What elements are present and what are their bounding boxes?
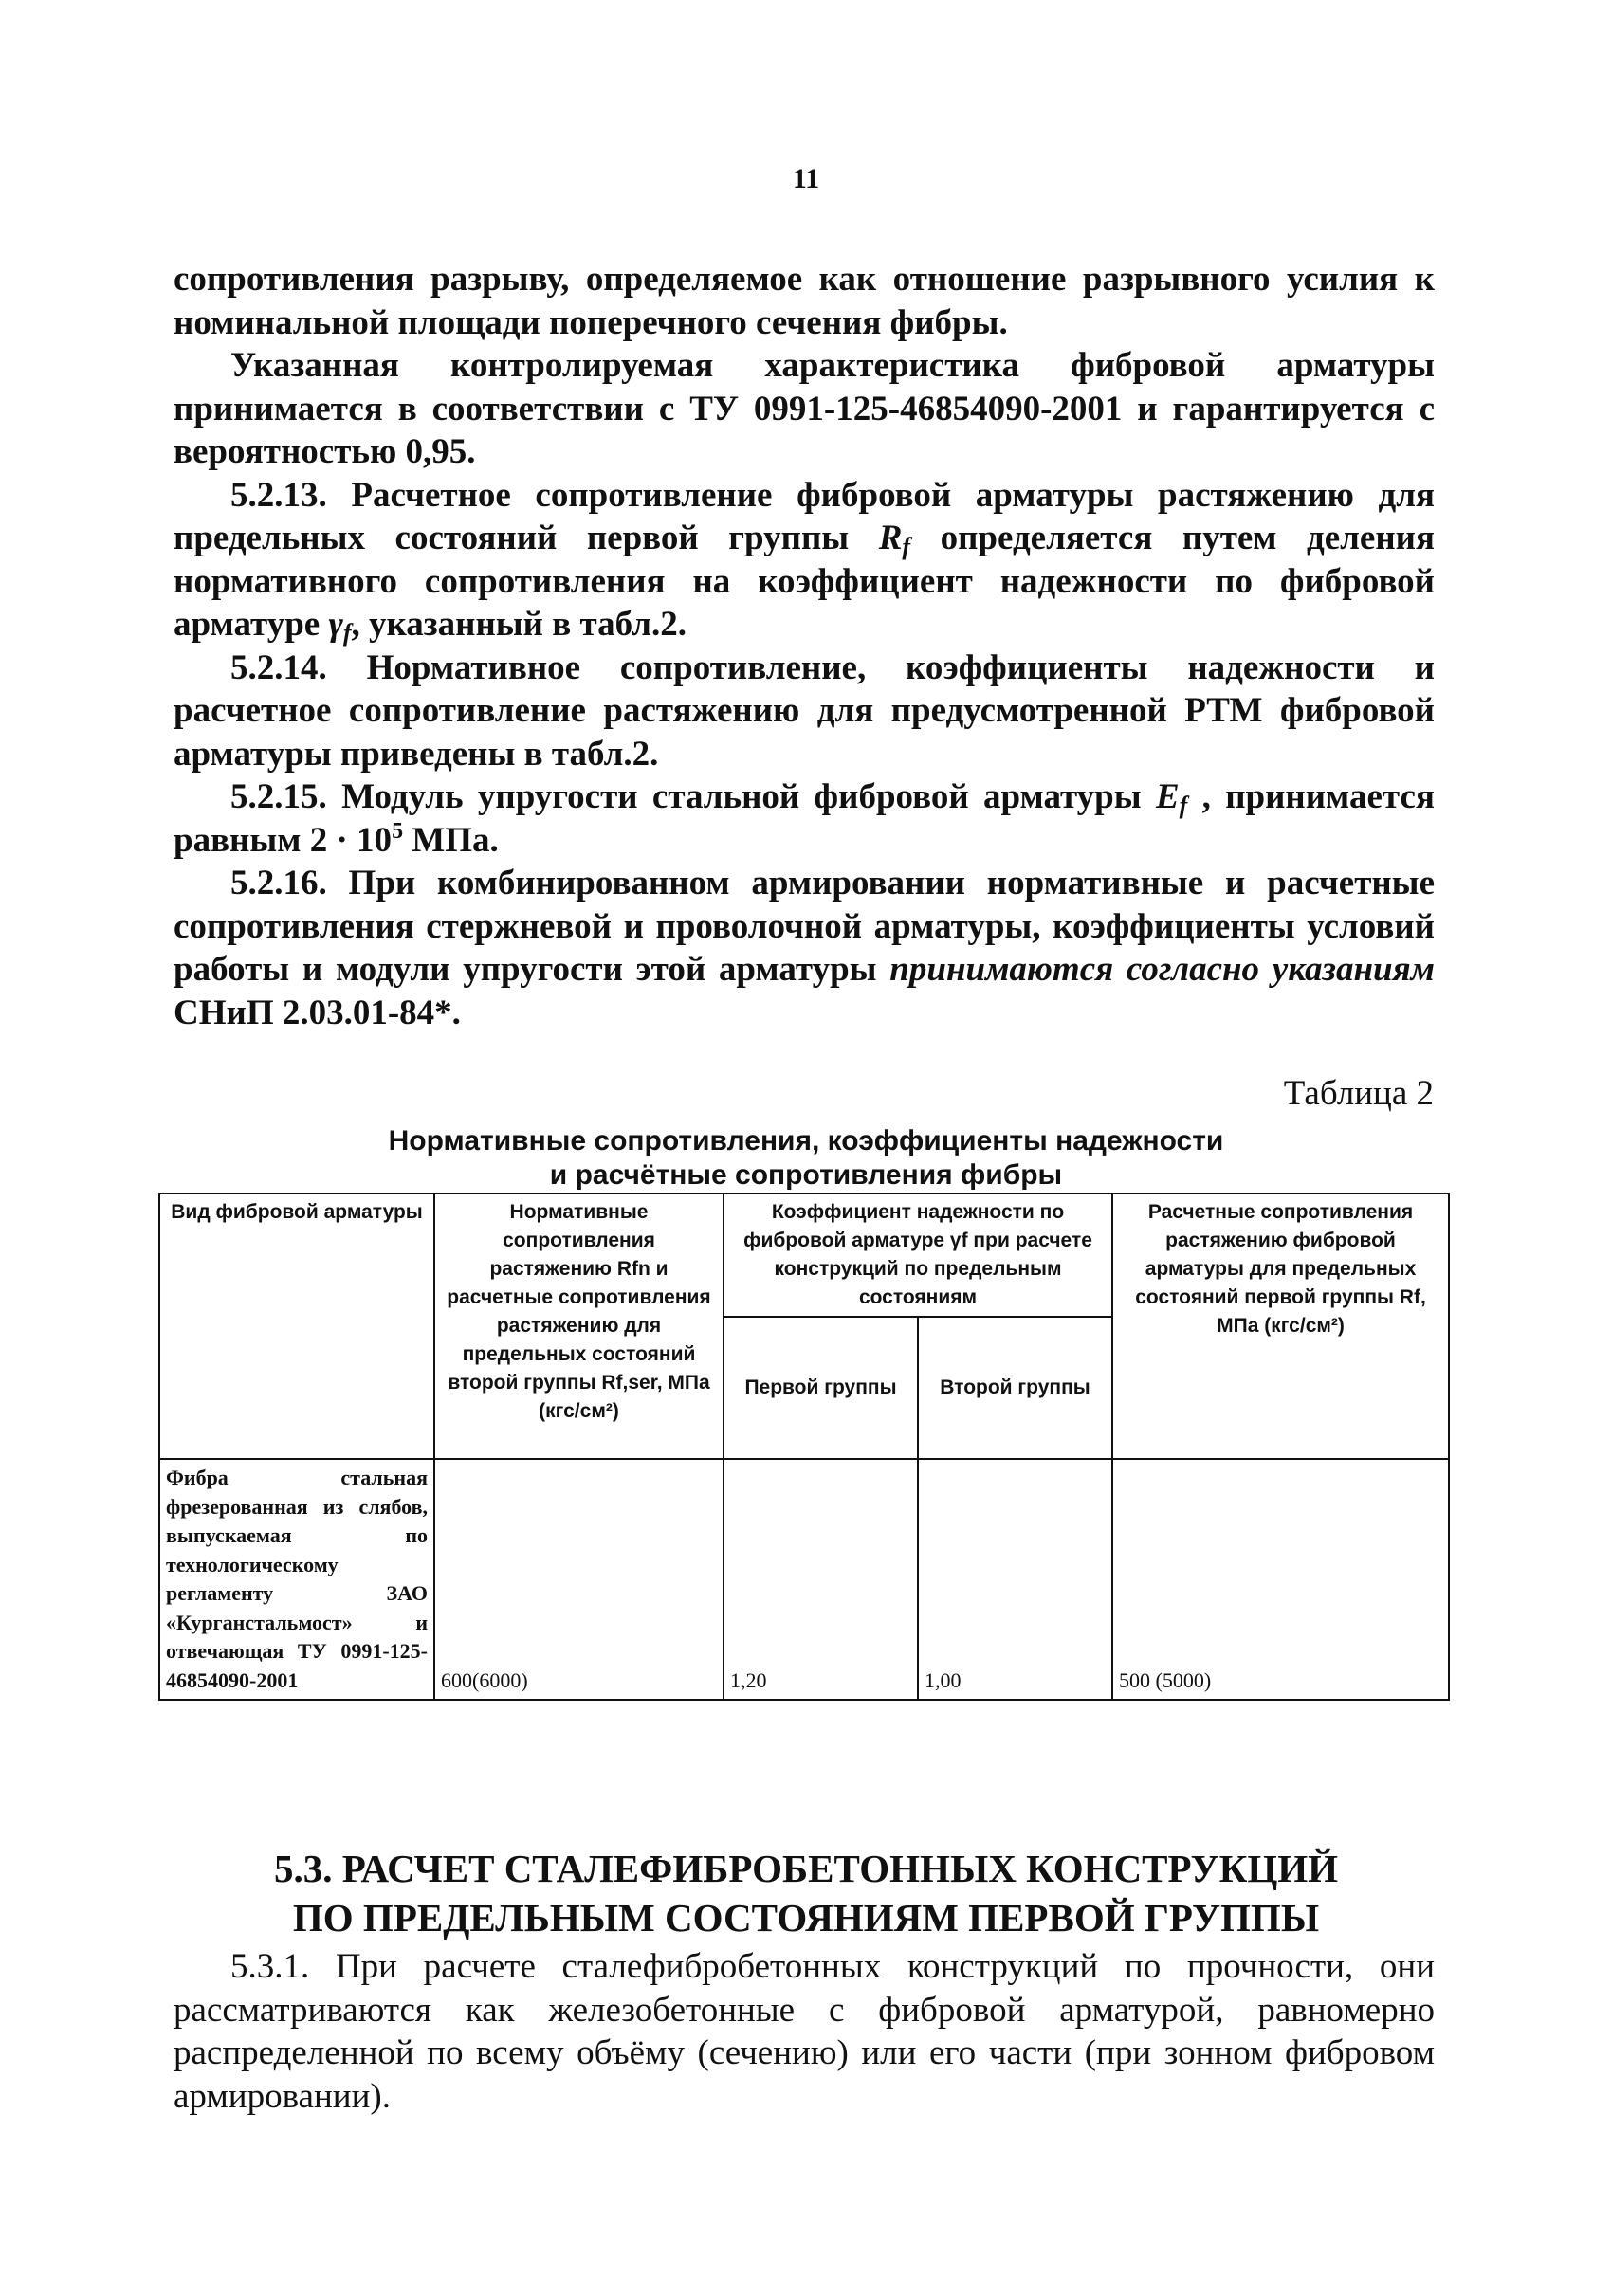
italic-text: принимаются согласно указаниям: [889, 950, 1436, 989]
section-heading: [0, 1844, 1612, 1942]
header-normative: Нормативные сопротивления растяжению Rfn и расчетные сопротивления растяжению для предельных состояний второй группы Rf,ser, МПа (кгс/см²): [434, 1194, 724, 1459]
paragraph-5-2-13: [174, 474, 1435, 647]
cell-second-group: 1,00: [918, 1459, 1112, 1700]
table-title-line: Нормативные сопротивления, коэффициенты надежности: [388, 1125, 1224, 1157]
section-text: [174, 1945, 1435, 2118]
paragraph-5-2-15: [174, 775, 1435, 862]
table-label: Таблица 2: [1283, 1074, 1434, 1113]
text: , указанный в табл.2.: [351, 605, 687, 644]
page-number: 11: [792, 163, 820, 194]
header-coefficient: Коэффициент надежности по фибровой арматуре γf при расчете конструкций по предельным состояниям: [724, 1194, 1112, 1317]
body-text: [174, 258, 1435, 1034]
table-row: [159, 1459, 1449, 1700]
text: 5.2.16. При комбинированном армировании нормативные и расчетные сопротивления стержневой и проволочной арматуры, коэффициенты условий работы и модули упругости этой арматуры: [174, 864, 1435, 989]
table-header-row: [159, 1194, 1449, 1317]
section-heading-line: ПО ПРЕДЕЛЬНЫМ СОСТОЯНИЯМ ПЕРВОЙ ГРУППЫ: [292, 1896, 1320, 1940]
text: , принимается равным 2 · 10: [174, 777, 1436, 860]
symbol-e: E: [1155, 777, 1180, 816]
symbol-gamma: γ: [328, 605, 343, 644]
text: 5.2.13. Расчетное сопротивление фибровой арматуры растяжению для предельных состояний первой группы: [174, 475, 1435, 557]
table-title-line: и расчётные сопротивления фибры: [549, 1159, 1063, 1191]
subscript-f: f: [342, 619, 352, 647]
paragraph-2: Указанная контролируемая характеристика фибровой арматуры принимается в соответствии с ТУ 0991-125-46854090-2001 и гарантируется с вероятностью 0,95.: [174, 346, 1435, 471]
paragraph-5-2-16: [174, 862, 1435, 1034]
cell-design: 500 (5000): [1112, 1459, 1449, 1700]
symbol-r: R: [878, 519, 903, 557]
text: СНиП 2.03.01-84*.: [174, 993, 461, 1032]
text: определяется путем деления нормативного сопротивления на коэффициент надежности по фибровой арматуре: [174, 519, 1435, 644]
paragraph-5-3-1: 5.3.1. При расчете сталефибробетонных конструкций по прочности, они рассматриваются как железобетонные с фибровой арматурой, равномерно распределенной по всему объёму (сечению) или его части (при зонном фибровом армировании).: [174, 1947, 1435, 2116]
header-second-group: Второй группы: [918, 1317, 1112, 1459]
text: 5.2.15. Модуль упругости стальной фибровой арматуры: [230, 777, 1156, 816]
header-design: Расчетные сопротивления растяжению фибровой арматуры для предельных состояний первой группы Rf, МПа (кгс/см²): [1112, 1194, 1449, 1459]
paragraph-1: сопротивления разрыву, определяемое как отношение разрывного усилия к номинальной площади поперечного сечения фибры.: [174, 260, 1435, 342]
header-first-group: Первой группы: [724, 1317, 918, 1459]
text: МПа.: [403, 820, 499, 860]
cell-first-group: 1,20: [724, 1459, 918, 1700]
cell-normative: 600(6000): [434, 1459, 724, 1700]
header-kind: Вид фибровой арматуры: [159, 1194, 434, 1459]
subscript-f: f: [1179, 792, 1188, 819]
table-title: [0, 1124, 1612, 1193]
subscript-f: f: [902, 533, 911, 560]
superscript-5: 5: [392, 818, 404, 844]
cell-kind: Фибра стальная фрезерованная из слябов, выпускаемая по технологическому регламенту ЗАО «Курганстальмост» и отвечающая ТУ 0991-125-46854090-2001: [159, 1459, 434, 1700]
section-heading-line: 5.3. РАСЧЕТ СТАЛЕФИБРОБЕТОННЫХ КОНСТРУКЦИЙ: [273, 1847, 1339, 1890]
paragraph-5-2-14: 5.2.14. Нормативное сопротивление, коэффициенты надежности и расчетное сопротивление растяжению для предусмотренной РТМ фибровой арматуры приведены в табл.2.: [174, 647, 1435, 774]
fibre-table: [158, 1193, 1450, 1701]
